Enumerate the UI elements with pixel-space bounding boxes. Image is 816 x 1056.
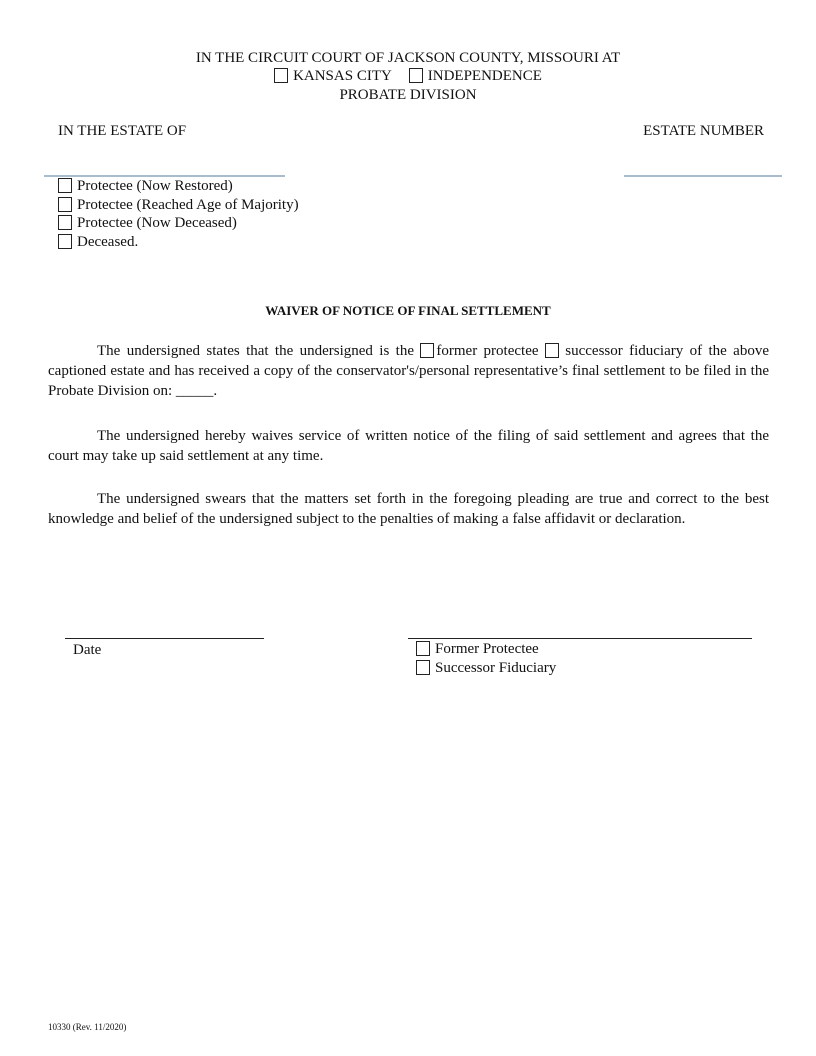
kansas-city-label: KANSAS CITY bbox=[293, 68, 392, 84]
kansas-city-checkbox[interactable] bbox=[274, 68, 288, 83]
status-label: Protectee (Reached Age of Majority) bbox=[77, 196, 299, 213]
p1-text: former protectee bbox=[436, 343, 545, 359]
form-number: 10330 (Rev. 11/2020) bbox=[48, 1022, 127, 1032]
estate-number-field[interactable] bbox=[624, 175, 782, 177]
court-heading: IN THE CIRCUIT COURT OF JACKSON COUNTY, MISSOURI AT bbox=[195, 50, 621, 66]
paragraph-3: The undersigned swears that the matters set forth in the foregoing pleading are true and correct to the best knowledge and belief of the undersigned subject to the penalties of making a false affidavit or declaration. bbox=[48, 491, 769, 527]
status-checkbox[interactable] bbox=[58, 215, 72, 230]
signer-options bbox=[416, 640, 556, 677]
signer-signature-line[interactable] bbox=[408, 638, 752, 639]
signer-label: Successor Fiduciary bbox=[435, 659, 557, 676]
successor-fiduciary-checkbox[interactable] bbox=[545, 343, 559, 358]
date-label: Date bbox=[73, 642, 102, 658]
signer-label: Former Protectee bbox=[435, 641, 539, 657]
paragraph-2: The undersigned hereby waives service of written notice of the filing of said settlement and agrees that the court may take up said settlement at any time. bbox=[48, 428, 769, 464]
estate-of-label: IN THE ESTATE OF bbox=[58, 123, 187, 139]
status-label: Deceased. bbox=[77, 234, 139, 251]
estate-number-label: ESTATE NUMBER bbox=[643, 123, 764, 139]
p1-text: successor fiduciary of the above captioned estate and has received a copy of the conservator's/personal representative’s final settlement to be filed in the Probate Division on: _____. bbox=[48, 343, 769, 399]
independence-label: INDEPENDENCE bbox=[427, 68, 542, 84]
former-protectee-checkbox[interactable] bbox=[420, 343, 434, 358]
status-checkbox[interactable] bbox=[58, 178, 72, 193]
status-checkbox[interactable] bbox=[58, 234, 72, 249]
status-label: Protectee (Now Deceased) bbox=[77, 215, 237, 232]
division: PROBATE DIVISION bbox=[339, 87, 477, 103]
status-options bbox=[58, 177, 299, 252]
independence-checkbox[interactable] bbox=[409, 68, 423, 83]
successor-fiduciary-signer-checkbox[interactable] bbox=[416, 660, 430, 675]
former-protectee-signer-checkbox[interactable] bbox=[416, 641, 430, 656]
document-title: WAIVER OF NOTICE OF FINAL SETTLEMENT bbox=[265, 303, 551, 318]
paragraph-1 bbox=[48, 341, 769, 401]
status-label: Protectee (Now Restored) bbox=[77, 178, 233, 194]
p1-text: The undersigned states that the undersigned is the bbox=[97, 343, 421, 359]
date-signature-line[interactable] bbox=[65, 638, 264, 639]
status-checkbox[interactable] bbox=[58, 197, 72, 212]
location-options bbox=[0, 67, 816, 86]
